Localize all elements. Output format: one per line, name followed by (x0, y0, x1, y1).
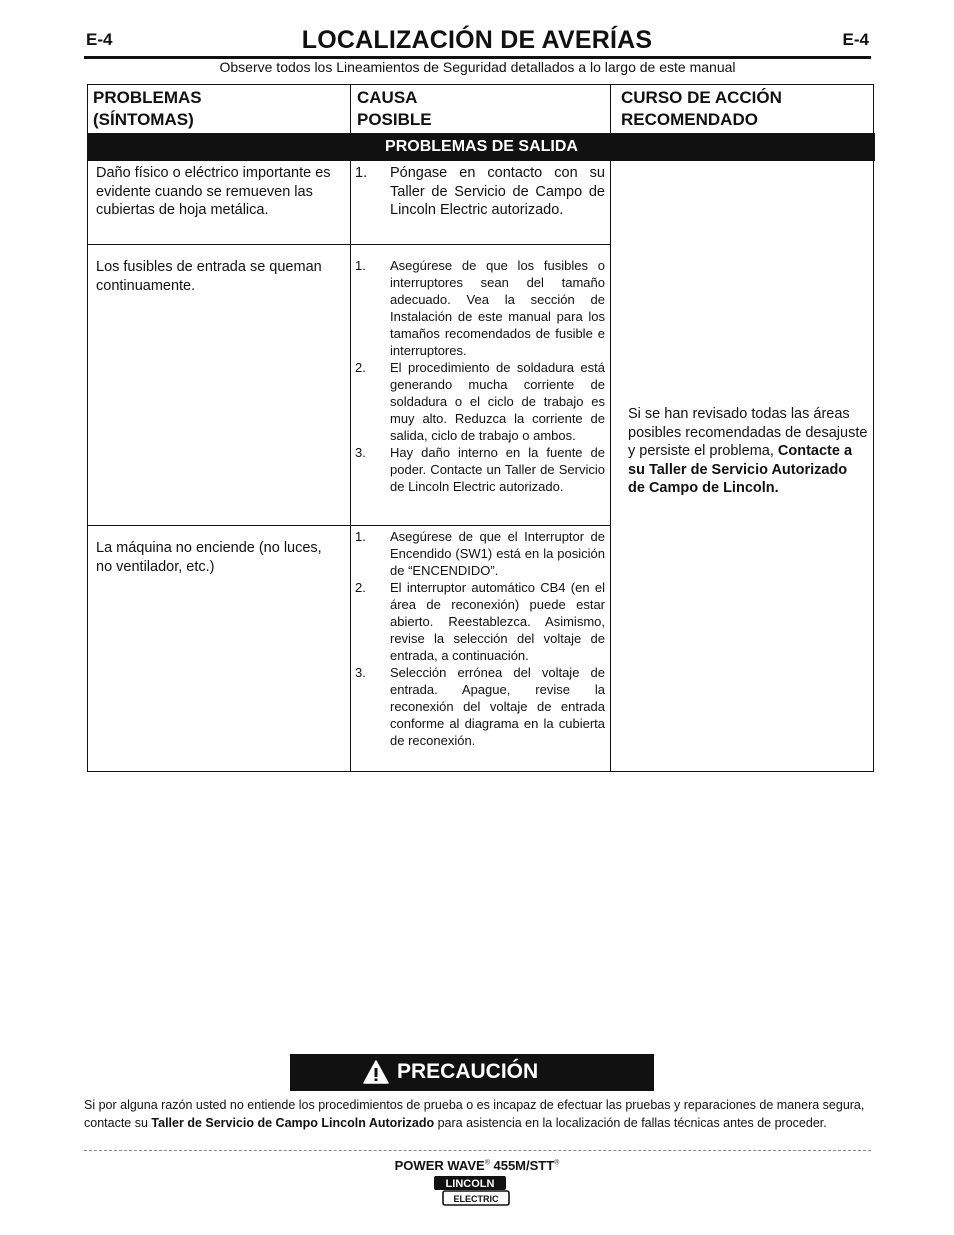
logo-electric-text: ELECTRIC (453, 1194, 499, 1204)
cause-item (355, 579, 605, 664)
logo-lincoln-text: LINCOLN (445, 1178, 495, 1190)
cause-text: El procedimiento de soldadura está generando mucha corriente de soldadura o el ciclo de trabajo es muy alto. Reduzca la corriente de salida, ciclo de trabajo o ambos. (390, 360, 605, 443)
cause-item (355, 444, 605, 495)
cause-item (355, 359, 605, 444)
section-header-output: PROBLEMAS DE SALIDA (88, 133, 875, 161)
cause-text: Hay daño interno en la fuente de poder. Contacte un Taller de Servicio de Lincoln Electric autorizado. (390, 445, 605, 494)
header-divider-1 (350, 85, 351, 133)
product-model: 455M/STT (493, 1158, 555, 1173)
cause-text: Asegúrese de que los fusibles o interruptores sean del tamaño adecuado. Vea la sección de Instalación de este manual para los tamaños recomendados de fusible e interruptores. (390, 258, 605, 358)
caution-text-bold: Taller de Servicio de Campo Lincoln Autorizado (151, 1115, 435, 1130)
problem-cell: Los fusibles de entrada se queman continuamente. (96, 259, 322, 294)
product-name (0, 1158, 954, 1173)
recommended-action (628, 405, 868, 498)
cause-list (355, 528, 605, 749)
cause-number: 3. (355, 665, 366, 680)
warning-triangle-icon (363, 1060, 389, 1084)
caution-banner (290, 1054, 654, 1091)
product-brand: POWER WAVE (394, 1158, 485, 1173)
caution-text-start: Si por alguna razón usted no entiende los procedimientos de prueba o es incapaz de efectuar las pruebas y reparaciones de manera segura, contacte su (84, 1098, 865, 1130)
page-code-right: E-4 (842, 30, 869, 49)
cause-list (355, 257, 605, 495)
cause-text: El interruptor automático CB4 (en el área de reconexión) puede estar abierto. Reestablezca. Asimismo, revise la selección del voltaje de entrada, a continuación. (390, 580, 605, 663)
cause-item (355, 528, 605, 579)
column-header-line: RECOMENDADO (621, 110, 758, 129)
safety-subtitle: Observe todos los Lineamientos de Seguridad detallados a lo largo de este manual (219, 59, 736, 75)
column-header-cause (357, 87, 432, 131)
caution-label: PRECAUCIÓN (397, 1060, 539, 1083)
troubleshooting-table (87, 84, 874, 772)
cause-number: 1. (355, 529, 366, 544)
action-contact-text: Contacte a su Taller de Servicio Autorizado de Campo de Lincoln. (628, 443, 853, 496)
registered-mark: ® (484, 1159, 490, 1167)
cause-item (355, 664, 605, 749)
cause-number: 2. (355, 580, 366, 595)
cause-text: Selección errónea del voltaje de entrada. Apague, revise la reconexión del voltaje de entrada conforme al diagrama en la cubierta de reconexión. (390, 665, 605, 748)
cause-number: 1. (355, 165, 368, 181)
cause-number: 3. (355, 445, 366, 460)
caution-text-end: para asistencia en la localización de fallas técnicas antes de proceder. (437, 1115, 827, 1130)
column-header-line: POSIBLE (357, 110, 432, 129)
body-divider-1 (350, 161, 351, 772)
cause-text: Asegúrese de que el Interruptor de Encendido (SW1) está en la posición de “ENCENDIDO”. (390, 529, 605, 578)
column-header-line: CURSO DE ACCIÓN (621, 88, 782, 107)
action-text: Si se han revisado todas las áreas posibles recomendadas de desajuste y persiste el problema, (628, 406, 868, 459)
problem-cell: Daño físico o eléctrico importante es evidente cuando se remueven las cubiertas de hoja metálica. (96, 165, 331, 218)
page-code-left: E-4 (86, 30, 113, 49)
cause-item (355, 164, 605, 220)
header-divider-2 (610, 85, 611, 133)
column-header-action (621, 87, 782, 131)
footer-rule (84, 1150, 871, 1151)
column-header-line: (SÍNTOMAS) (93, 110, 194, 129)
registered-mark: ® (554, 1159, 560, 1167)
page-title: LOCALIZACIÓN DE AVERÍAS (301, 26, 653, 54)
caution-text (84, 1097, 874, 1132)
body-divider-2 (610, 161, 611, 772)
cause-number: 1. (355, 258, 366, 273)
row-divider (88, 525, 610, 526)
column-header-line: CAUSA (357, 88, 418, 107)
lincoln-electric-logo (433, 1175, 513, 1207)
column-header-line: PROBLEMAS (93, 88, 202, 107)
problem-cell: La máquina no enciende (no luces, no ventilador, etc.) (96, 540, 322, 575)
cause-item (355, 257, 605, 359)
row-divider (88, 244, 610, 245)
cause-text: Póngase en contacto con su Taller de Servicio de Campo de Lincoln Electric autorizado. (390, 165, 605, 218)
cause-number: 2. (355, 360, 366, 375)
cause-list (355, 164, 605, 220)
column-header-problems (93, 87, 202, 131)
